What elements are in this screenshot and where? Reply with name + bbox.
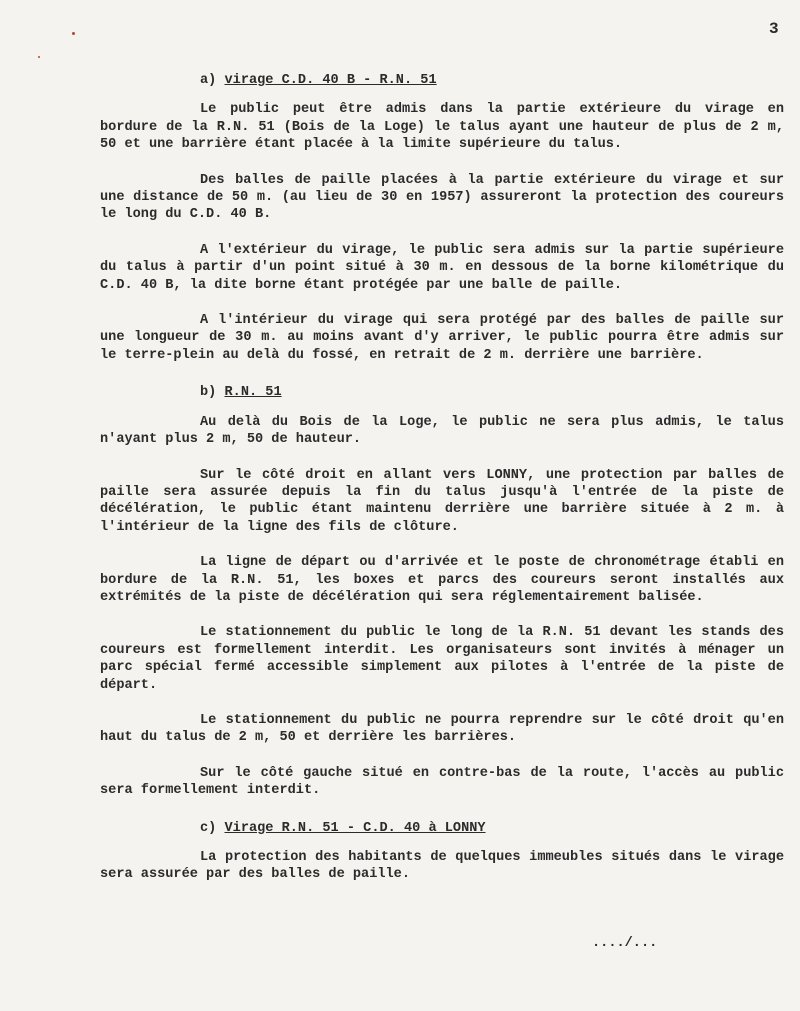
- section-heading-a: [200, 72, 784, 89]
- section-title: Virage R.N. 51 - C.D. 40 à LONNY: [224, 820, 486, 836]
- paragraph: La ligne de départ ou d'arrivée et le poste de chronométrage établi en bordure de la R.N. 51, les boxes et parcs des coureurs seront installés aux extrémités de la piste de décélération qui sera réglementairement balisée.: [100, 555, 784, 605]
- paragraph: Des balles de paille placées à la partie extérieure du virage et sur une distance de 50 m. (au lieu de 30 en 1957) assureront la protection des coureurs le long du C.D. 40 B.: [100, 172, 784, 223]
- paragraph: Le public peut être admis dans la partie extérieure du virage en bordure de la R.N. 51 (Bois de la Loge) le talus ayant une hauteur de plus de 2 m, 50 et une barrière étant placée à la limite supérieure du talus.: [100, 102, 784, 153]
- section-heading-b: [200, 384, 784, 401]
- paragraph: Sur le côté gauche situé en contre-bas de la route, l'accès au public sera formellement interdit.: [100, 765, 784, 799]
- paragraph: A l'intérieur du virage qui sera protégé par des balles de paille sur une longueur de 30 m. au moins avant d'y arriver, le public pourra être admis sur le terre-plein au delà du fossé, en retrait de 2 m. derrière une barrière.: [100, 313, 784, 363]
- section-prefix: c): [200, 820, 217, 836]
- document-body: [100, 72, 784, 902]
- paragraph: La protection des habitants de quelques immeubles situés dans le virage sera assurée par des balles de paille.: [100, 850, 784, 883]
- paragraph: Le stationnement du public le long de la R.N. 51 devant les stands des coureurs est formellement interdit. Les organisateurs sont invités à ménager un parc spécial fermé accessible simplement aux pilotes à l'entrée de la piste de départ.: [100, 625, 784, 693]
- ink-mark: [38, 56, 40, 58]
- ink-mark: [72, 32, 75, 35]
- continuation-marker: ..../...: [592, 936, 658, 951]
- paragraph: Sur le côté droit en allant vers LONNY, une protection par balles de paille sera assurée depuis la fin du talus jusqu'à l'entrée de la piste de décélération, le public étant maintenu derrière une barrière située à 2 m. à l'intérieur de la ligne des fils de clôture.: [100, 467, 784, 535]
- paragraph: Au delà du Bois de la Loge, le public ne sera plus admis, le talus n'ayant plus 2 m, 50 de hauteur.: [100, 414, 784, 448]
- section-prefix: b): [200, 385, 217, 401]
- section-title: R.N. 51: [224, 385, 282, 401]
- paragraph: A l'extérieur du virage, le public sera admis sur la partie supérieure du talus à partir d'un point situé à 30 m. en dessous de la borne kilométrique du C.D. 40 B, la dite borne étant protégée par une balle de paille.: [100, 242, 784, 293]
- section-prefix: a): [200, 73, 217, 88]
- paragraph: Le stationnement du public ne pourra reprendre sur le côté droit qu'en haut du talus de 2 m, 50 et derrière les barrières.: [100, 712, 784, 746]
- section-heading-c: [200, 820, 784, 837]
- section-title: virage C.D. 40 B - R.N. 51: [224, 73, 437, 88]
- page-number: 3: [769, 20, 779, 38]
